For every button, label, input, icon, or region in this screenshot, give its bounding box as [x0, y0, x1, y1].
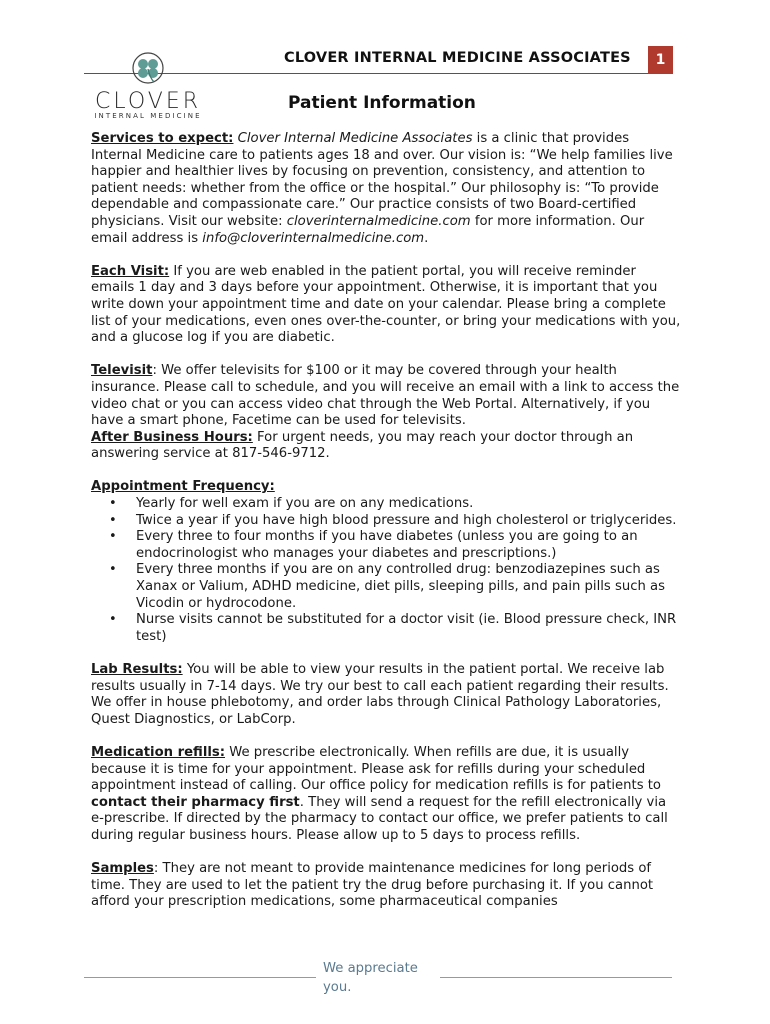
- services-text-1: is a clinic that provides Internal Medicine care to patients ages 18 and over. Our vision is: “We help families live happier and healthier lives by focusing on prevention, consistency, and attention to patient needs: whether from the office or the hospital.” Our philosophy is: “To provide dependable and compassionate care.” Our practice consists of two Board-certified physicians. Visit our website:: [91, 131, 673, 229]
- document-body: [91, 131, 683, 911]
- appointment-frequency-list: [91, 496, 683, 645]
- samples-text: : They are not meant to provide maintenance medicines for long periods of time. They are used to let the patient try the drug before purchasing it. If you cannot afford your prescription medications, some pharmaceutical companies: [91, 861, 654, 910]
- medication-refills-label: Medication refills:: [91, 744, 225, 760]
- document-title: Patient Information: [288, 93, 476, 113]
- each-visit-text: If you are web enabled in the patient portal, you will receive reminder emails 1 day and 3 days before your appointment. Otherwise, it is important that you write down your appointment time and date on your calendar. Please bring a complete list of your medications, even ones over-the-counter, or bring your medications with you, and a glucose log if you are diabetic.: [91, 263, 681, 346]
- televisit-text: : We offer televisits for $100 or it may be covered through your health insurance. Please call to schedule, and you will receive an email with a link to access the video chat or you can access video chat through the Web Portal. Alternatively, if you have a smart phone, Facetime can be used for televisits.: [91, 363, 680, 429]
- medication-refills-emphasis: contact their pharmacy first: [91, 794, 300, 810]
- samples-paragraph: [91, 861, 683, 911]
- televisit-paragraph: [91, 363, 683, 429]
- logo-subtitle: INTERNAL MEDICINE: [94, 112, 202, 120]
- list-item: • Twice a year if you have high blood pressure and high cholesterol or triglycerides.: [91, 513, 683, 530]
- each-visit-label: Each Visit:: [91, 263, 170, 279]
- televisit-label: Televisit: [91, 363, 153, 379]
- footer-text: We appreciate you.: [323, 961, 418, 995]
- logo-wordmark: CLOVER: [95, 89, 201, 114]
- samples-label: Samples: [91, 861, 154, 877]
- list-item: • Yearly for well exam if you are on any medications.: [91, 496, 683, 513]
- medication-refills-text-1: We prescribe electronically. When refills are due, it is usually because it is time for your appointment. Please ask for refills during your scheduled appointment instead of calling. Our office policy for medication refills is for patients to: [91, 744, 661, 794]
- list-item: • Every three months if you are on any controlled drug: benzodiazepines such as Xanax or Valium, ADHD medicine, diet pills, sleeping pills, and pain pills such as Vicodin or hydrocodone.: [91, 562, 683, 612]
- appointment-frequency-heading: [91, 479, 683, 496]
- website-link[interactable]: cloverinternalmedicine.com: [286, 213, 471, 229]
- services-text-2: for more information. Our email address is: [91, 213, 645, 246]
- email-link[interactable]: info@cloverinternalmedicine.com: [202, 230, 425, 246]
- clinic-name: Clover Internal Medicine Associates: [237, 131, 473, 146]
- lab-results-paragraph: [91, 662, 683, 728]
- services-label: Services to expect:: [91, 131, 234, 146]
- medication-refills-paragraph: [91, 745, 683, 845]
- after-hours-paragraph: [91, 430, 683, 463]
- footer-rule-left: [84, 977, 316, 978]
- footer-rule-right: [440, 977, 672, 978]
- lab-results-text: You will be able to view your results in the patient portal. We receive lab results usually in 7-14 days. We try our best to call each patient regarding their results. We offer in house phlebotomy, and order labs through Clinical Pathology Laboratories, Quest Diagnostics, or LabCorp.: [91, 662, 669, 727]
- page-number-badge: 1: [648, 46, 673, 74]
- after-hours-label: After Business Hours:: [91, 429, 253, 445]
- practice-name-header: CLOVER INTERNAL MEDICINE ASSOCIATES: [284, 50, 631, 66]
- medication-refills-text-2: . They will send a request for the refill electronically via e-prescribe. If directed by the pharmacy to contact our office, we prefer patients to call during regular business hours. Please allow up to 5 days to process refills.: [91, 794, 668, 843]
- lab-results-label: Lab Results:: [91, 662, 183, 677]
- appointment-frequency-label: Appointment Frequency:: [91, 479, 275, 495]
- each-visit-paragraph: [91, 264, 683, 347]
- services-paragraph: [91, 131, 683, 247]
- list-item: • Every three to four months if you have diabetes (unless you are going to an endocrinologist who manages your diabetes and prescriptions.): [91, 529, 683, 562]
- list-item: • Nurse visits cannot be substituted for a doctor visit (ie. Blood pressure check, INR test): [91, 612, 683, 645]
- after-hours-text: For urgent needs, you may reach your doctor through an answering service at 817-546-9712.: [91, 429, 634, 462]
- services-text-3: .: [424, 230, 429, 246]
